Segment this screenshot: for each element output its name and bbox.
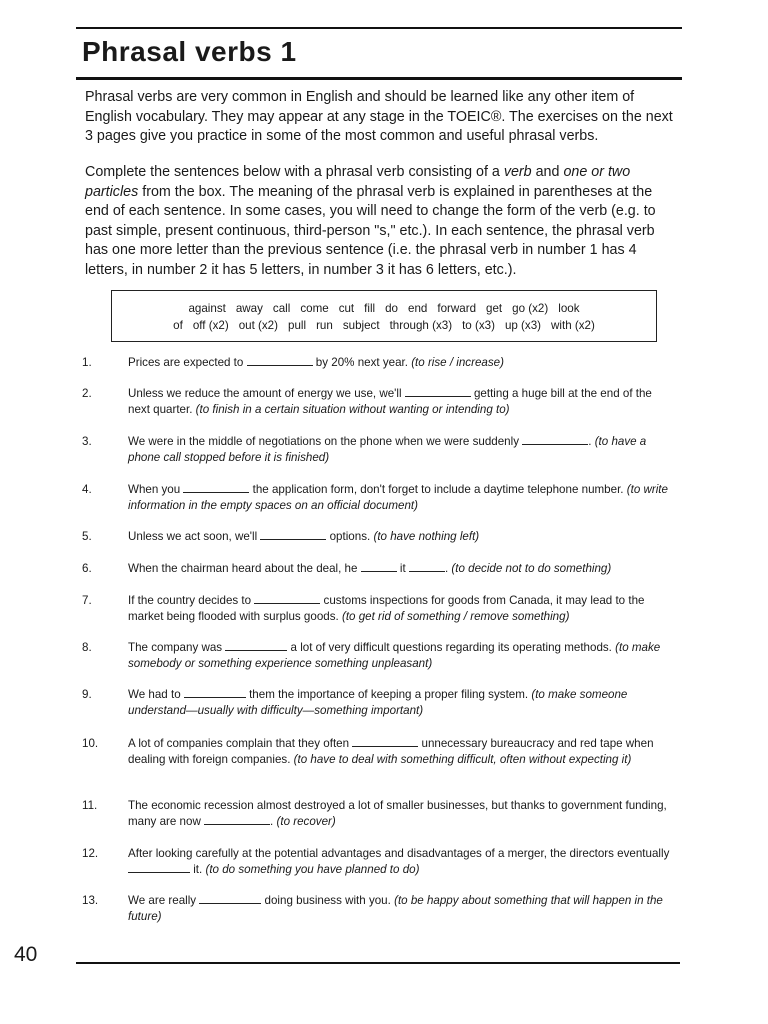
instructions-part-2: and bbox=[531, 164, 564, 180]
word-box-word: of bbox=[173, 319, 183, 332]
answer-blank[interactable] bbox=[184, 687, 246, 698]
exercise-sentence bbox=[128, 529, 673, 545]
answer-blank[interactable] bbox=[225, 640, 287, 651]
answer-blank[interactable] bbox=[405, 386, 471, 397]
exercise-number: 2. bbox=[82, 387, 92, 400]
exercise-sentence bbox=[128, 846, 673, 877]
sentence-part: The economic recession almost destroyed a lot of smaller businesses, but thanks to government funding, many are now bbox=[128, 799, 667, 828]
word-box-word: get bbox=[486, 302, 503, 315]
instructions-part-1: Complete the sentences below with a phrasal verb consisting of a bbox=[85, 164, 504, 180]
answer-blank[interactable] bbox=[260, 529, 326, 540]
sentence-part: unnecessary bureaucracy and red tape when dealing with foreign companies. bbox=[128, 737, 654, 766]
answer-blank[interactable] bbox=[352, 736, 418, 747]
title-rule bbox=[76, 77, 682, 80]
sentence-part: If the country decides to bbox=[128, 594, 255, 607]
sentence-part: When you bbox=[128, 483, 184, 496]
word-box-word: against bbox=[188, 302, 226, 315]
exercise-number: 6. bbox=[82, 562, 92, 575]
meaning-hint: (to have to deal with something difficult, often without expecting it) bbox=[293, 752, 632, 766]
exercise-number: 3. bbox=[82, 435, 92, 448]
instructions-paragraph bbox=[85, 163, 679, 280]
word-box-word: call bbox=[272, 302, 291, 315]
word-box bbox=[111, 290, 657, 342]
exercise-number: 9. bbox=[82, 688, 92, 701]
word-box-row-1 bbox=[112, 302, 656, 315]
sentence-part: We had to bbox=[128, 688, 184, 701]
answer-blank[interactable] bbox=[247, 355, 313, 366]
meaning-hint: (to do something you have planned to do) bbox=[205, 862, 420, 876]
exercise-sentence bbox=[128, 687, 673, 718]
sentence-part: them the importance of keeping a proper filing system. bbox=[245, 688, 532, 701]
answer-blank[interactable] bbox=[522, 434, 588, 445]
word-box-word: look bbox=[558, 302, 580, 315]
exercise-number: 8. bbox=[82, 641, 92, 654]
word-box-word: go (x2) bbox=[512, 302, 549, 315]
meaning-hint: (to make someone understand—usually with difficulty—something important) bbox=[128, 688, 628, 717]
meaning-hint: (to have nothing left) bbox=[373, 530, 480, 543]
meaning-hint: (to rise / increase) bbox=[411, 356, 504, 369]
sentence-part: Prices are expected to bbox=[128, 356, 247, 369]
exercise-number: 1. bbox=[82, 356, 92, 369]
word-box-word: fill bbox=[364, 302, 376, 315]
sentence-part: Unless we act soon, we'll bbox=[128, 530, 261, 543]
exercise-number: 12. bbox=[82, 847, 99, 860]
sentence-part: The company was bbox=[128, 641, 226, 654]
sentence-part: Unless we reduce the amount of energy we use, we'll bbox=[128, 387, 405, 400]
sentence-part: the application form, don't forget to include a daytime telephone number. bbox=[249, 483, 627, 496]
answer-blank[interactable] bbox=[361, 561, 397, 572]
word-box-word: pull bbox=[288, 319, 307, 332]
meaning-hint: (to decide not to do something) bbox=[451, 562, 612, 575]
answer-blank[interactable] bbox=[204, 814, 270, 825]
sentence-part: . bbox=[270, 814, 277, 828]
sentence-part: . bbox=[588, 435, 595, 448]
sentence-part: We are really bbox=[128, 894, 200, 907]
exercise-sentence bbox=[128, 893, 673, 924]
sentence-part: . bbox=[444, 562, 452, 575]
instructions-emphasis-verb: verb bbox=[503, 164, 532, 180]
exercise-number: 5. bbox=[82, 530, 92, 543]
exercise-sentence bbox=[128, 736, 673, 767]
exercise-sentence bbox=[128, 561, 673, 577]
word-box-word: with (x2) bbox=[551, 319, 595, 332]
answer-blank[interactable] bbox=[128, 862, 190, 873]
exercise-sentence bbox=[128, 640, 673, 671]
word-box-word: off (x2) bbox=[192, 319, 229, 332]
exercise-number: 13. bbox=[82, 894, 99, 907]
word-box-word: do bbox=[385, 302, 399, 315]
exercise-sentence bbox=[128, 386, 673, 417]
answer-blank[interactable] bbox=[409, 561, 445, 572]
instructions-part-3: from the box. The meaning of the phrasal verb is explained in parentheses at the end of each sentence. In some cases, you will need to change the form of the verb (e.g. to past simple, present continuous, third-person "s," etc.). In each sentence, the phrasal verb has one more letter than the previous sentence (i.e. the phrasal verb in number 1 has 4 letters, in number 2 it has 5 letters, in number 3 it has 6 letters, etc.). bbox=[85, 183, 656, 278]
exercise-number: 4. bbox=[82, 483, 92, 496]
word-box-word: forward bbox=[437, 302, 477, 315]
bottom-rule bbox=[76, 962, 680, 964]
answer-blank[interactable] bbox=[254, 593, 320, 604]
sentence-part: getting a huge bill at the end of the next quarter. bbox=[128, 387, 652, 416]
exercise-sentence bbox=[128, 434, 673, 465]
word-box-row-2 bbox=[112, 319, 656, 332]
word-box-word: up (x3) bbox=[504, 319, 542, 332]
exercise-sentence bbox=[128, 355, 673, 371]
sentence-part: We were in the middle of negotiations on the phone when we were suddenly bbox=[128, 435, 523, 448]
top-rule bbox=[76, 27, 682, 29]
sentence-part: options. bbox=[326, 530, 374, 543]
answer-blank[interactable] bbox=[199, 893, 261, 904]
sentence-part: customs inspections for goods from Canada, it may lead to the market being flooded with surplus goods. bbox=[128, 594, 645, 623]
sentence-part: it bbox=[396, 562, 409, 575]
word-box-word: away bbox=[235, 302, 263, 315]
answer-blank[interactable] bbox=[183, 482, 249, 493]
intro-paragraph: Phrasal verbs are very common in English and should be learned like any other item of English vocabulary. They may appear at any stage in the TOEIC®. The exercises on the next 3 pages give you practice in some of the most common and useful phrasal verbs. bbox=[85, 89, 673, 144]
meaning-hint: (to be happy about something that will happen in the future) bbox=[128, 894, 663, 923]
exercise-number: 7. bbox=[82, 594, 92, 607]
word-box-word: subject bbox=[342, 319, 380, 332]
sentence-part: a lot of very difficult questions regarding its operating methods. bbox=[287, 641, 616, 654]
word-box-word: cut bbox=[338, 302, 355, 315]
word-box-word: run bbox=[316, 319, 333, 332]
sentence-part: After looking carefully at the potential advantages and disadvantages of a merger, the directors eventually bbox=[128, 847, 670, 860]
exercise-number: 11. bbox=[82, 799, 98, 812]
meaning-hint: (to get rid of something / remove something) bbox=[341, 609, 570, 623]
sentence-part: doing business with you. bbox=[261, 894, 395, 907]
instructions-emphasis-particles: one or two particles bbox=[85, 164, 631, 200]
meaning-hint: (to finish in a certain situation without wanting or intending to) bbox=[195, 402, 510, 416]
sentence-part: When the chairman heard about the deal, he bbox=[128, 562, 361, 575]
word-box-word: end bbox=[408, 302, 428, 315]
meaning-hint: (to recover) bbox=[276, 814, 336, 828]
exercise-sentence bbox=[128, 482, 673, 513]
sentence-part: A lot of companies complain that they often bbox=[128, 737, 353, 750]
page-title: Phrasal verbs 1 bbox=[82, 36, 297, 67]
word-box-word: come bbox=[300, 302, 329, 315]
word-box-word: through (x3) bbox=[389, 319, 453, 332]
exercise-number: 10. bbox=[82, 737, 99, 750]
exercise-sentence bbox=[128, 593, 673, 624]
meaning-hint: (to make somebody or something experience something unpleasant) bbox=[128, 641, 661, 670]
sentence-part: by 20% next year. bbox=[312, 356, 412, 369]
page-number: 40 bbox=[14, 943, 38, 966]
word-box-word: to (x3) bbox=[462, 319, 495, 332]
word-box-word: out (x2) bbox=[238, 319, 278, 332]
exercise-sentence bbox=[128, 798, 673, 829]
meaning-hint: (to have a phone call stopped before it is finished) bbox=[128, 435, 647, 464]
meaning-hint: (to write information in the empty spaces on an official document) bbox=[128, 483, 668, 512]
sentence-part: it. bbox=[190, 862, 206, 876]
